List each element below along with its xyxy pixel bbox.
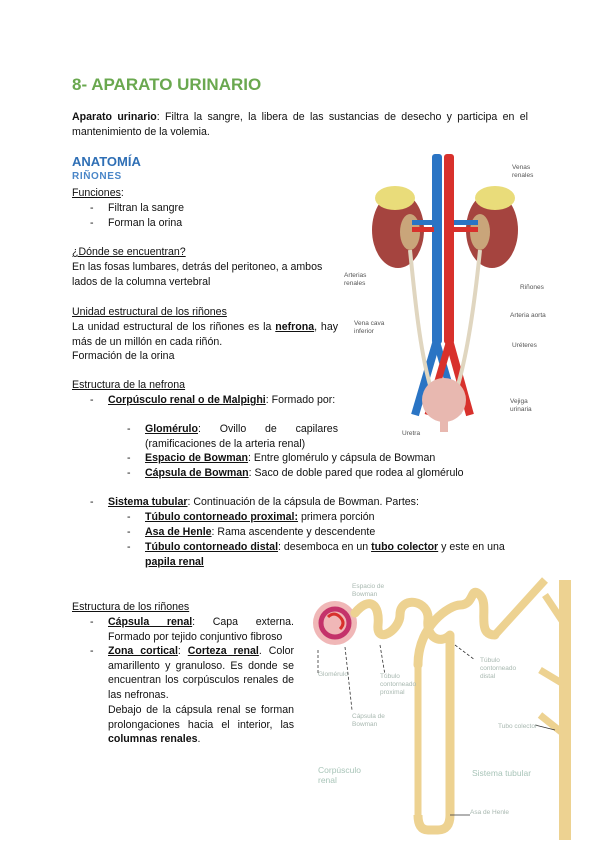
label-capsula-bowman: Cápsula de Bowman xyxy=(352,713,385,728)
subsection-heading: RIÑONES xyxy=(72,171,122,182)
tcp-item: Túbulo contorneado proximal: primera porción xyxy=(145,511,375,523)
intro-text: : Filtra la sangre, la libera de las sustancias de desecho y participa en el mantenimiento de la volemia. xyxy=(72,111,528,138)
funciones-item-1: Filtran la sangre xyxy=(108,202,184,214)
label-vejiga: Vejiga urinaria xyxy=(510,398,532,413)
donde-heading: ¿Dónde se encuentran? xyxy=(72,246,186,258)
nephron-svg xyxy=(300,575,582,843)
list-item: - xyxy=(90,645,94,657)
capsula-renal-item: Cápsula renal: Capa externa. Formado por tejido conjuntivo fibroso xyxy=(108,616,294,643)
list-item: - xyxy=(90,496,94,508)
list-item: - xyxy=(90,616,94,628)
intro-paragraph xyxy=(72,110,528,139)
list-item: - xyxy=(127,423,131,435)
label-cava: Vena cava inferior xyxy=(354,320,385,335)
label-asa-henle: Asa de Henle xyxy=(470,809,510,816)
label-glomerulo: Glomérulo xyxy=(318,671,348,678)
list-item: - xyxy=(127,541,131,553)
urinary-system-svg xyxy=(340,150,555,440)
sistema-item: Sistema tubular: Continuación de la cápsula de Bowman. Partes: xyxy=(108,496,419,508)
label-ureteres: Uréteres xyxy=(512,342,537,349)
label-tubo-colector: Tubo colector xyxy=(498,723,538,730)
debajo-text: Debajo de la cápsula renal se forman prolongaciones hacia el interior, las columnas renales. xyxy=(108,704,294,746)
tcd-item: Túbulo contorneado distal: desemboca en un tubo colector y este en una papila renal xyxy=(145,541,505,568)
list-item: - xyxy=(90,202,94,214)
funciones-item-2: Forman la orina xyxy=(108,217,183,229)
label-arterias: Arterias renales xyxy=(344,272,367,287)
asa-item: Asa de Henle: Rama ascendente y descendente xyxy=(145,526,376,538)
page-title: 8- APARATO URINARIO xyxy=(72,75,262,94)
label-tcd: Túbulo contorneado distal xyxy=(480,657,517,680)
unidad-text: La unidad estructural de los riñones es la nefrona, hay más de un millón en cada riñón. xyxy=(72,321,339,348)
list-item: - xyxy=(127,452,131,464)
glomerulo-item: Glomérulo: Ovillo de capilares (ramificaciones de la arteria renal) xyxy=(145,423,338,450)
label-espacio-bowman: Espacio de Bowman xyxy=(352,583,385,598)
funciones-heading: Funciones: xyxy=(72,187,124,199)
rinones-heading: Estructura de los riñones xyxy=(72,601,190,613)
donde-text: En las fosas lumbares, detrás del peritoneo, a ambos lados de la columna vertebral xyxy=(72,261,323,288)
intro-term: Aparato urinario xyxy=(72,111,157,123)
label-tcp: Túbulo contorneado proximal xyxy=(380,673,417,696)
nephron-illustration xyxy=(300,575,582,843)
nefrona-heading: Estructura de la nefrona xyxy=(72,379,186,391)
unidad-line3: Formación de la orina xyxy=(72,350,175,362)
corpusculo-item: Corpúsculo renal o de Malpighi: Formado por: xyxy=(108,394,336,406)
section-heading: ANATOMÍA xyxy=(72,154,141,169)
espacio-item: Espacio de Bowman: Entre glomérulo y cápsula de Bowman xyxy=(145,452,436,464)
list-item: - xyxy=(90,394,94,406)
label-uretra: Uretra xyxy=(402,430,421,437)
list-item: - xyxy=(127,511,131,523)
list-item: - xyxy=(127,467,131,479)
label-corpusculo-renal: Corpúsculo renal xyxy=(318,765,361,785)
label-venas: Venas renales xyxy=(512,164,534,179)
list-item: - xyxy=(127,526,131,538)
capsula-item: Cápsula de Bowman: Saco de doble pared que rodea al glomérulo xyxy=(145,467,464,479)
list-item: - xyxy=(90,217,94,229)
label-aorta: Arteria aorta xyxy=(510,312,546,319)
urinary-system-illustration xyxy=(340,150,555,440)
label-rinones: Riñones xyxy=(520,284,544,291)
label-sistema-tubular: Sistema tubular xyxy=(472,768,532,778)
zona-cortical-item: Zona cortical: Corteza renal. Color amarillento y granuloso. Es donde se encuentran los corpúsculos renales de las nefronas. xyxy=(108,645,295,701)
unidad-heading: Unidad estructural de los riñones xyxy=(72,306,227,318)
